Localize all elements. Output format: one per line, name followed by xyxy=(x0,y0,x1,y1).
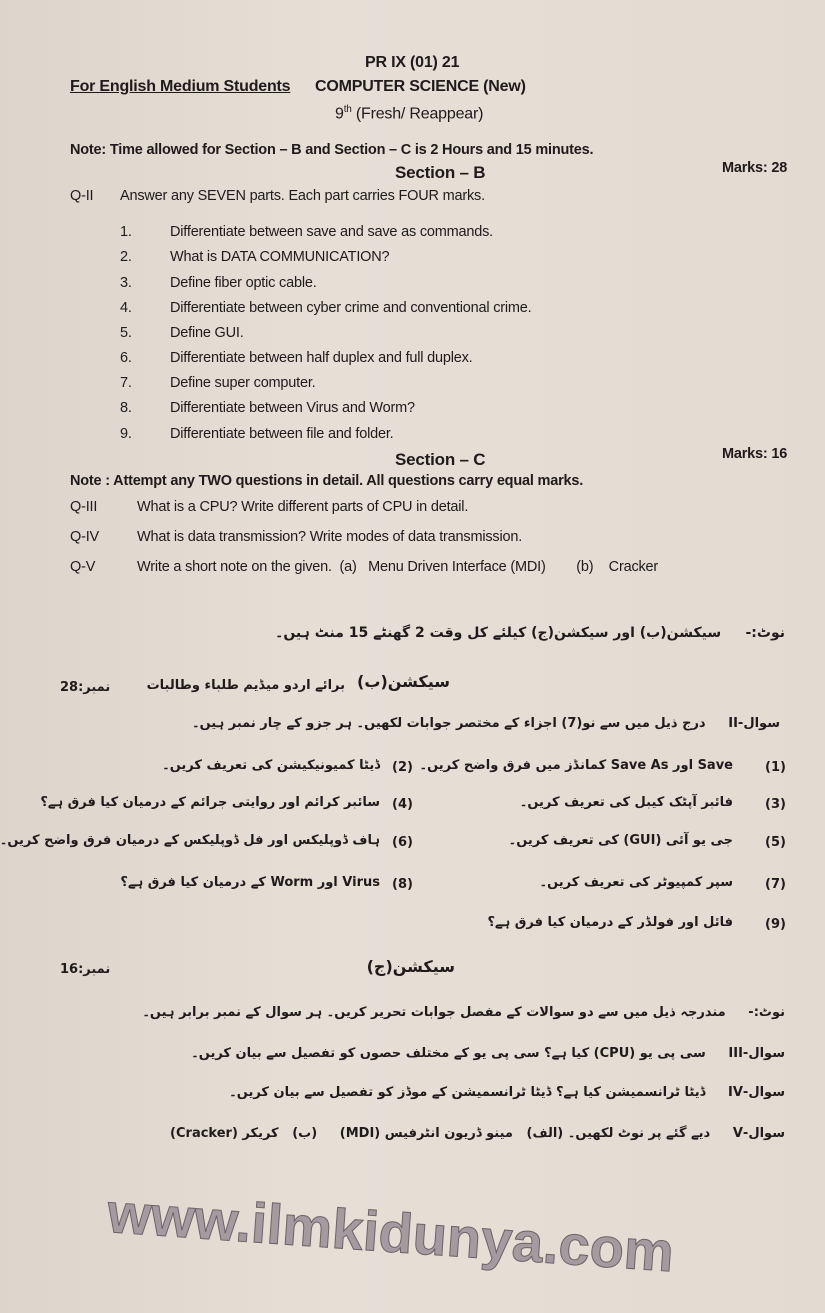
q2-instruction: Answer any SEVEN parts. Each part carries FOUR marks. xyxy=(120,188,485,204)
urdu-marks-c: نمبر:16 xyxy=(60,962,111,977)
item-text: ہاف ڈوپلیکس اور فل ڈوپلیکس کے درمیان فرق واضح کریں۔ xyxy=(0,833,380,848)
item-text: فائبر آپٹک کیبل کی تعریف کریں۔ xyxy=(519,795,733,810)
urdu-section-b-title: سیکشن(ب) xyxy=(357,672,450,691)
section-b-title: Section – B xyxy=(395,163,486,182)
item-text: Define fiber optic cable. xyxy=(170,275,317,291)
item-text: ڈیٹا کمیونیکیشن کی تعریف کریں۔ xyxy=(162,758,380,773)
item-number: (5) xyxy=(765,835,786,850)
q4-label: Q-IV xyxy=(70,529,100,545)
class-label xyxy=(335,104,483,123)
item-text: جی یو آئی (GUI) کی تعریف کریں۔ xyxy=(508,833,733,848)
class-suffix: th xyxy=(343,104,352,115)
class-number: 9 xyxy=(335,105,344,123)
item-number: (8) xyxy=(392,877,413,892)
item-text: Differentiate between save and save as commands. xyxy=(170,224,494,240)
section-c-marks: Marks: 16 xyxy=(722,446,788,462)
item-number: (9) xyxy=(765,917,786,932)
item-number: 5. xyxy=(120,325,132,341)
item-number: (3) xyxy=(765,797,786,812)
q5-text: Write a short note on the given. (a) Menu Driven Interface (MDI) (b) Cracker xyxy=(137,559,659,575)
urdu-q5: سوال-V دیے گئے پر نوٹ لکھیں۔ (الف) مینو ڈریون انٹرفیس (MDI) (ب) کریکر (Cracker) xyxy=(170,1126,785,1141)
q5-label: Q-V xyxy=(70,559,96,575)
urdu-q3: سوال-III سی پی یو (CPU) کیا ہے؟ سی پی یو کے مختلف حصوں کو تفصیل سے بیان کریں۔ xyxy=(191,1046,785,1061)
urdu-marks-b: نمبر:28 xyxy=(60,680,111,695)
item-number: 6. xyxy=(120,350,132,366)
urdu-q4: سوال-IV ڈیٹا ٹرانسمیشن کیا ہے؟ ڈیٹا ٹرانسمیشن کے موڈز کو تفصیل سے بیان کریں۔ xyxy=(229,1085,785,1100)
item-text: Define super computer. xyxy=(170,375,316,391)
item-text: سائبر کرائم اور روایتی جرائم کے درمیان کیا فرق ہے؟ xyxy=(40,795,380,810)
item-text: Differentiate between cyber crime and conventional crime. xyxy=(170,300,532,316)
item-text: Differentiate between Virus and Worm? xyxy=(170,400,415,416)
item-text: سپر کمپیوٹر کی تعریف کریں۔ xyxy=(539,875,733,890)
item-number: (6) xyxy=(392,835,413,850)
item-number: 2. xyxy=(120,249,132,265)
urdu-time-note: نوٹ:- سیکشن(ب) اور سیکشن(ج) کیلئے کل وقت 2 گھنٹے 15 منٹ ہیں۔ xyxy=(275,625,785,641)
item-number: 9. xyxy=(120,426,132,442)
subject-title: COMPUTER SCIENCE (New) xyxy=(315,78,526,95)
q4-text: What is data transmission? Write modes of data transmission. xyxy=(137,529,523,545)
section-b-marks: Marks: 28 xyxy=(722,160,788,176)
item-text: فائل اور فولڈر کے درمیان کیا فرق ہے؟ xyxy=(487,915,733,930)
item-text: Differentiate between file and folder. xyxy=(170,426,394,442)
time-note: Note: Time allowed for Section – B and Section – C is 2 Hours and 15 minutes. xyxy=(70,142,594,158)
urdu-section-c-note: نوٹ:- مندرجہ ذیل میں سے دو سوالات کے مفصل جوابات تحریر کریں۔ ہر سوال کے نمبر برابر ہیں۔ xyxy=(142,1005,785,1020)
item-text: Define GUI. xyxy=(170,325,244,341)
item-number: 7. xyxy=(120,375,132,391)
item-number: 3. xyxy=(120,275,132,291)
item-text: Differentiate between half duplex and full duplex. xyxy=(170,350,473,366)
urdu-section-c-title: سیکشن(ج) xyxy=(366,957,455,976)
item-text: Virus اور Worm کے درمیان کیا فرق ہے؟ xyxy=(120,875,380,890)
item-number: (1) xyxy=(765,760,786,775)
item-number: (7) xyxy=(765,877,786,892)
q3-label: Q-III xyxy=(70,499,98,515)
section-c-note: Note : Attempt any TWO questions in detail. All questions carry equal marks. xyxy=(70,473,584,489)
q2-label: Q-II xyxy=(70,188,94,204)
urdu-q2-instruction: سوال-II درج ذیل میں سے نو(7) اجزاء کے مختصر جوابات لکھیں۔ ہر جزو کے چار نمبر ہیں۔ xyxy=(191,716,780,731)
item-number: (4) xyxy=(392,797,413,812)
item-number: 4. xyxy=(120,300,132,316)
class-type: (Fresh/ Reappear) xyxy=(355,105,484,123)
urdu-audience: برائے اردو میڈیم طلباء وطالبات xyxy=(146,678,345,693)
paper-code: PR IX (01) 21 xyxy=(365,54,460,71)
item-text: What is DATA COMMUNICATION? xyxy=(170,249,390,265)
item-number: 1. xyxy=(120,224,132,240)
item-number: (2) xyxy=(392,760,413,775)
watermark: www.ilmkidunya.com xyxy=(105,1180,676,1284)
q3-text: What is a CPU? Write different parts of CPU in detail. xyxy=(137,499,469,515)
audience-label: For English Medium Students xyxy=(70,78,291,95)
item-number: 8. xyxy=(120,400,132,416)
item-text: Save اور Save As کمانڈز میں فرق واضح کریں۔ xyxy=(419,758,733,773)
section-c-title: Section – C xyxy=(395,450,486,469)
